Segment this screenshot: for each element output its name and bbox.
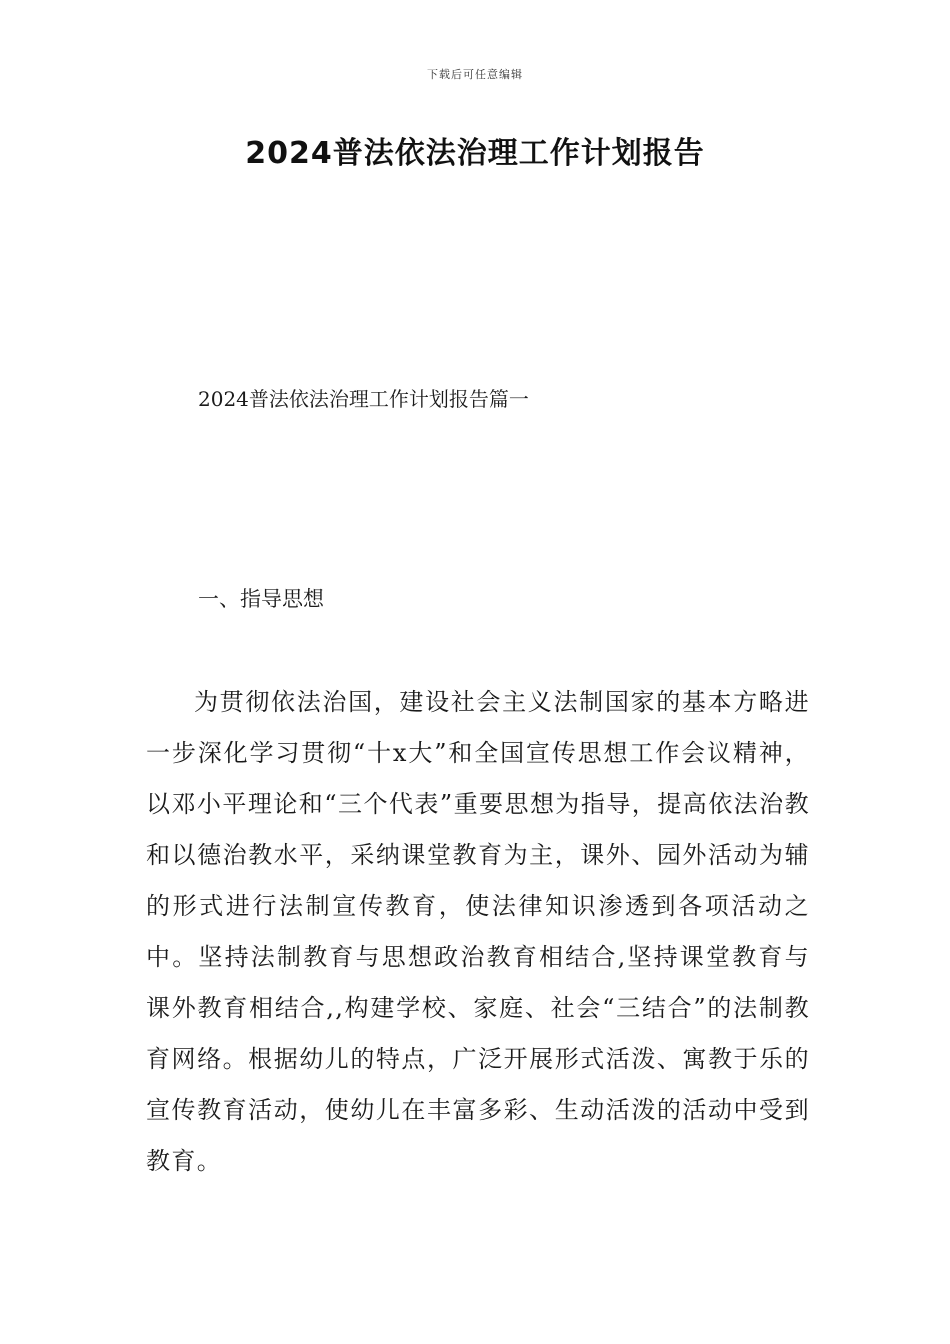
section-paragraph: 为贯彻依法治国，建设社会主义法制国家的基本方略进一步深化学习贯彻“十x大”和全国宣传思想工作会议精神，以邓小平理论和“三个代表”重要思想为指导，提高依法治教和以德治教水平，采纳课堂教育为主，课外、园外活动为辅的形式进行法制宣传教育，使法律知识渗透到各项活动之中。坚持法制教育与思想政治教育相结合,坚持课堂教育与课外教育相结合,,构建学校、家庭、社会“三结合”的法制教育网络。根据幼儿的特点，广泛开展形式活泼、寓教于乐的宣传教育活动，使幼儿在丰富多彩、生动活泼的活动中受到教育。 — [146, 688, 810, 1175]
document-title: 2024普法依法治理工作计划报告 — [245, 136, 705, 171]
section-heading: 一、指导思想 — [198, 587, 324, 611]
header-note: 下载后可任意编辑 — [427, 68, 523, 81]
document-subtitle: 2024普法依法治理工作计划报告篇一 — [198, 387, 529, 411]
